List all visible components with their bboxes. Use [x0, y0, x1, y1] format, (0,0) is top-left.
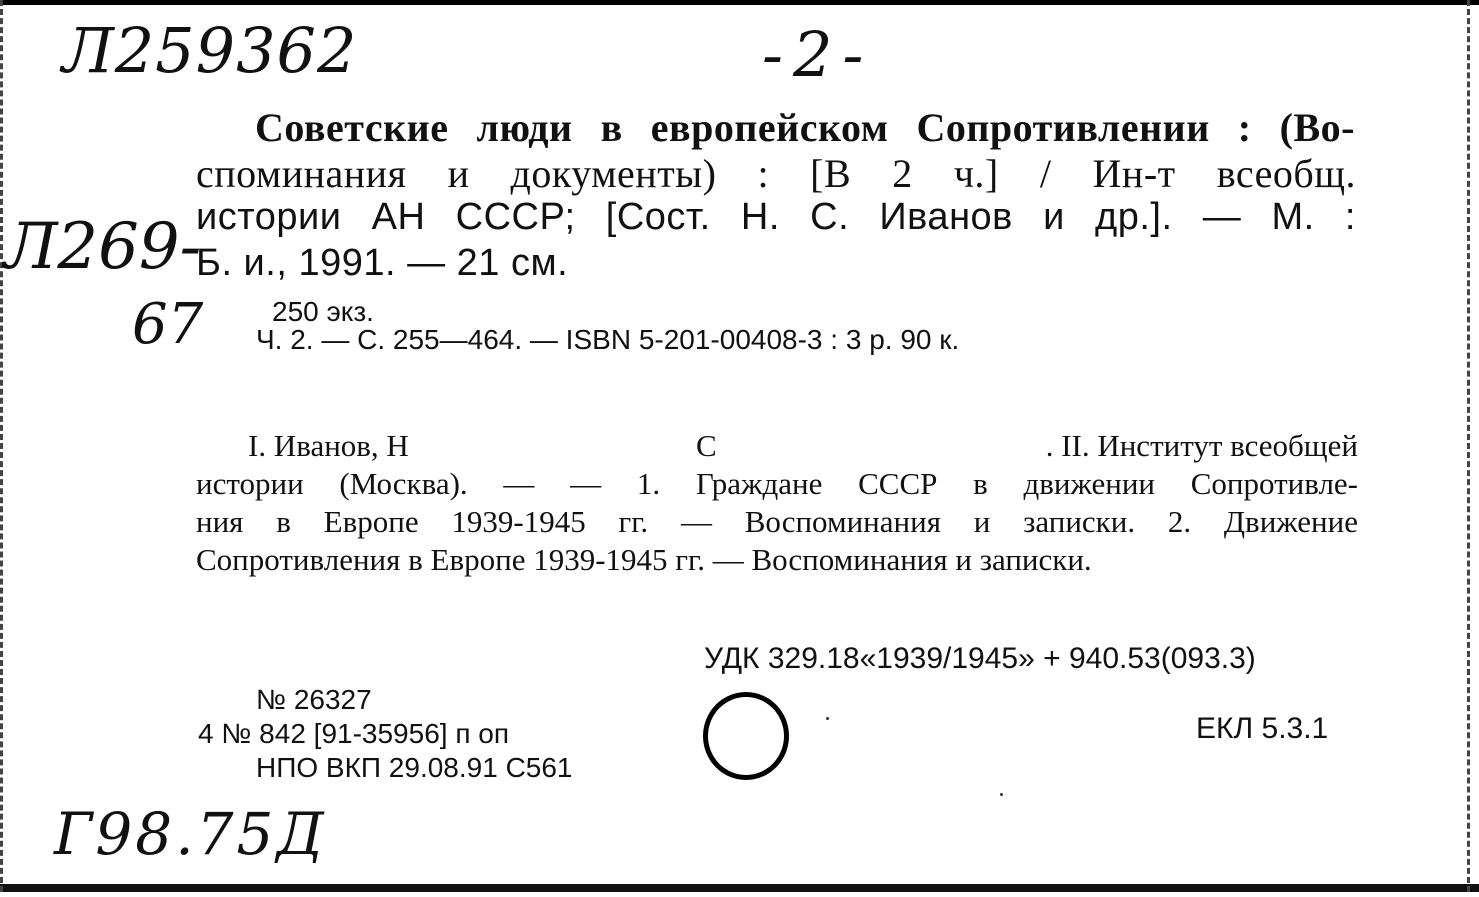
handwritten-call-number-suffix: 67: [132, 292, 204, 357]
handwritten-shelfmark: Л259362: [62, 14, 358, 87]
record-title-line-2: споминания и документы) : [В 2 ч.] / Ин-т всеобщ.: [196, 151, 1356, 196]
record-title-line-3: истории АН СССР; [Сост. Н. С. Иванов и др.]. — М. :: [196, 196, 1356, 238]
handwritten-call-number: Л269-: [4, 210, 202, 284]
card-bottom-edge: [0, 884, 1479, 892]
ekl-classification: ЕКЛ 5.3.1: [1196, 712, 1329, 745]
record-part-info: Ч. 2. — С. 255—464. — ISBN 5-201-00408-3 : 3 р. 90 к.: [256, 324, 960, 355]
record-title-line-4: Б. и., 1991. — 21 см.: [196, 242, 569, 284]
handwritten-page-number: -2-: [762, 18, 874, 91]
ink-speck: [826, 717, 829, 720]
print-order: 4 № 842 [91-35956] п оп: [198, 718, 510, 749]
card-number: № 26327: [256, 684, 372, 715]
ink-speck: [1000, 793, 1003, 796]
publisher-imprint: НПО ВКП 29.08.91 С561: [256, 752, 573, 783]
handwritten-bottom-code: Г98.75Д: [54, 800, 327, 868]
tracings-line-2: истории (Москва). — — 1. Граждане СССР в движении Сопротивле-: [196, 466, 1358, 501]
card-top-edge: [0, 0, 1479, 5]
tracings-line-4: Сопротивления в Европе 1939-1945 гг. — Воспоминания и записки.: [196, 542, 1092, 577]
record-copies: 250 экз.: [272, 296, 374, 327]
card-right-edge: [1466, 0, 1470, 892]
udk-classification: УДК 329.18«1939/1945» + 940.53(093.3): [704, 642, 1256, 675]
tracings-line-3: ния в Европе 1939-1945 гг. — Воспоминания и записки. 2. Движение: [196, 504, 1358, 539]
record-title-line-1: Советские люди в европейском Сопротивлении : (Во-: [255, 105, 1355, 150]
tracings-initial: С: [696, 428, 717, 463]
card-left-edge: [0, 0, 3, 892]
tracings-author: I. Иванов, Н: [248, 428, 409, 463]
tracings-institute: . II. Институт всеобщей: [1045, 428, 1358, 463]
stamp-circle: [703, 692, 789, 780]
